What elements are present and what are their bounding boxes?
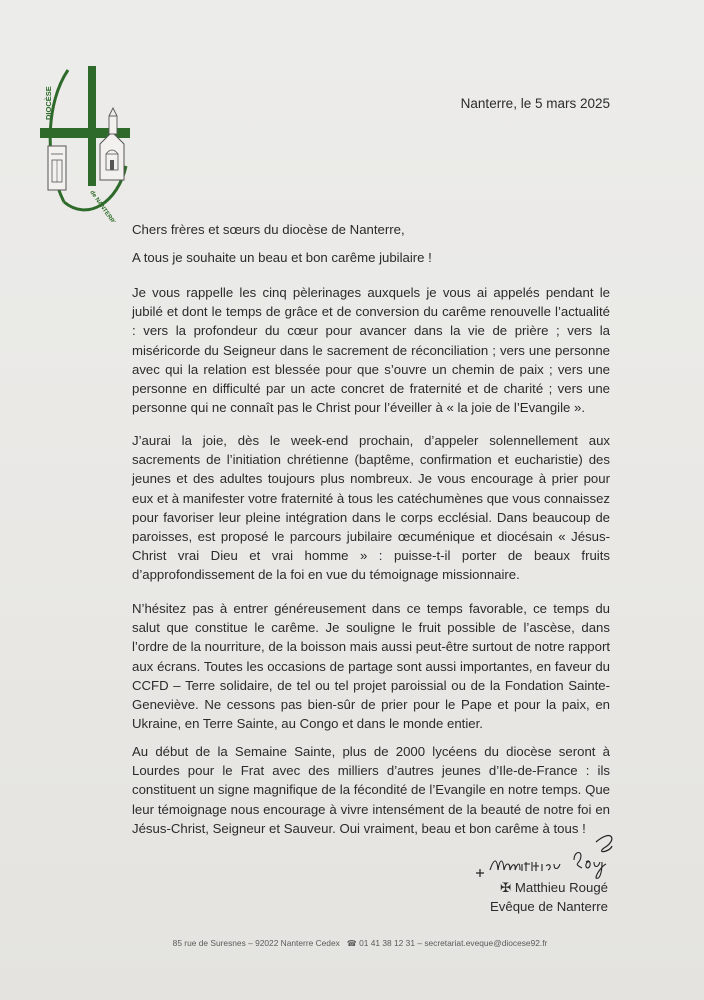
- phone-icon: ☎: [346, 939, 357, 948]
- signer-block: [470, 878, 608, 916]
- paragraph-sacraments: J’aurai la joie, dès le week-end prochain, d’appeler solennellement aux sacrements de l’initiation chrétienne (baptême, confirmation et eucharistie) des jeunes et des adultes toujours plus nombreux. Je vous encourage à prier pour eux et à manifester votre fraternité à tous les catéchumènes que vous connaissez pour favoriser leur pleine intégration dans le corps ecclésial. Dans beaucoup de paroisses, est proposé le parcours jubilaire œcuménique et diocésain « Jésus-Christ vrai Dieu et vrai homme » : puisse-t-il porter de beaux fruits d’approfondissement de la foi en vue du témoignage missionnaire.: [132, 433, 610, 583]
- signer-title: Evêque de Nanterre: [489, 899, 608, 914]
- svg-text:DIOCÈSE: DIOCÈSE: [44, 86, 53, 120]
- letterhead-footer: [150, 938, 570, 948]
- wish-line: A tous je souhaite un beau et bon carême jubilaire !: [132, 250, 432, 265]
- paragraph-lent: N’hésitez pas à entrer généreusement dans ce temps favorable, ce temps du salut que constitue le carême. Je souligne le fruit possible de l’ascèse, dans l’ordre de la nourriture, de la boisson mais aussi peut-être surtout de notre rapport aux écrans. Toutes les occasions de partage sont aussi importantes, en faveur du CCFD – Terre solidaire, de tel ou tel projet paroissial ou de la Fondation Sainte-Geneviève. Ne cessons pas bien-sûr de prier pour le Pape et pour la paix, en Ukraine, en Terre Sainte, au Congo et dans le monde entier.: [132, 601, 610, 732]
- letter-date: Nanterre, le 5 mars 2025: [460, 96, 610, 111]
- signer-name: ✠ Matthieu Rougé: [500, 880, 608, 895]
- diocese-logo: [38, 62, 134, 222]
- footer-email: secretariat.eveque@diocese92.fr: [424, 938, 548, 948]
- paragraph-pilgrimages: Je vous rappelle les cinq pèlerinages auxquels je vous ai appelés pendant le jubilé et dont le temps de grâce et de conversion du carême renouvelle l’actualité : vers la profondeur du cœur pour avancer dans la vie de prière ; vers la miséricorde du Seigneur dans le sacrement de réconciliation ; vers une personne avec qui la relation est blessée pour que s’ouvre un chemin de paix ; vers une personne en difficulté par un acte concret de fraternité et de charité ; vers une personne qui ne connaît pas le Christ pour l’éveiller à « la joie de l’Evangile ».: [132, 285, 610, 416]
- svg-text:de NANTERRE: de NANTERRE: [88, 189, 118, 222]
- footer-separator: –: [417, 938, 422, 948]
- footer-address: 85 rue de Suresnes – 92022 Nanterre Cedex: [172, 938, 340, 948]
- greeting: Chers frères et sœurs du diocèse de Nanterre,: [132, 222, 405, 237]
- paragraph-holy-week: Au début de la Semaine Sainte, plus de 2000 lycéens du diocèse seront à Lourdes pour le Frat avec des milliers d’autres jeunes d’Ile-de-France : ils constituent un signe magnifique de la fécondité de l’Evangile en notre temps. Que leur témoignage nous encourage à vivre intensément de la beauté de notre foi en Jésus-Christ, Seigneur et Sauveur. Oui vraiment, beau et bon carême à tous !: [132, 744, 610, 836]
- cross-church-emblem-icon: [38, 62, 134, 222]
- footer-phone: 01 41 38 12 31: [359, 938, 415, 948]
